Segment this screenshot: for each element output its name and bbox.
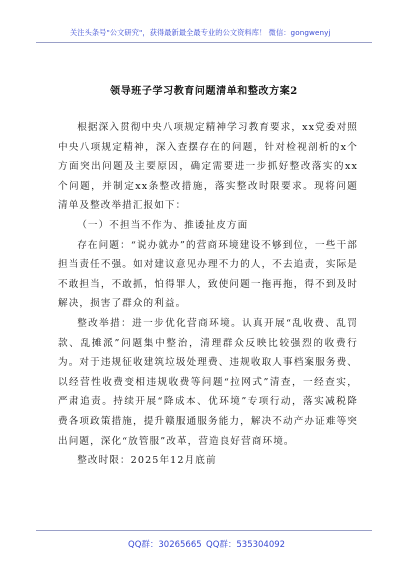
header-banner: 关注头条号"公文研究"，获得最新最全最专业的公文资料库！ 微信：gongwenyj [70,28,331,37]
document-title: 领导班子学习教育问题清单和整改方案2 [110,86,298,97]
document-body [58,118,358,471]
section-heading: （一）不担当不作为、推诿扯皮方面 [77,219,249,231]
problem-paragraph: 存在问题：“说办就办”的营商环境建设不够到位，一些干部担当责任不强。如对建议意见办理不力的人，不去追责，实际是不敢担当，不敢抓，怕得罪人，致使问题一拖再拖，得不到及时解决，损害了群众的利益。 [58,239,358,310]
footer-qq-group-2: QQ群：535304092 [206,540,286,550]
header-divider [36,42,372,43]
footer-divider [36,530,372,531]
deadline-paragraph: 整改时限：2025年12月底前 [77,455,217,467]
measures-paragraph: 整改举措：进一步优化营商环境。认真开展“乱收费、乱罚款、乱摊派”问题集中整治，清理群众反映比较强烈的收费行为。对于违规征收建筑垃圾处理费、违规收取人事档案服务费、以经营性收费变相违规收费等问题“拉网式”清查，一经查实，严肃追责。持续开展“降成本、优环境”专项行动，落实减税降费各项政策措施，提升赣服通服务能力，解决不动产办证难等突出问题，深化“放管服”改革，营造良好营商环境。 [58,317,358,447]
footer-qq-group-1: QQ群：30265665 [128,540,202,550]
intro-paragraph: 根据深入贯彻中央八项规定精神学习教育要求，xx党委对照中央八项规定精神，深入查摆存在的问题，针对检视剖析的x个方面突出问题及主要原因，确定需要进一步抓好整改落实的xx个问题，并制定xx条整改措施，落实整改时限要求。现将问题清单及整改举措汇报如下： [58,122,358,212]
